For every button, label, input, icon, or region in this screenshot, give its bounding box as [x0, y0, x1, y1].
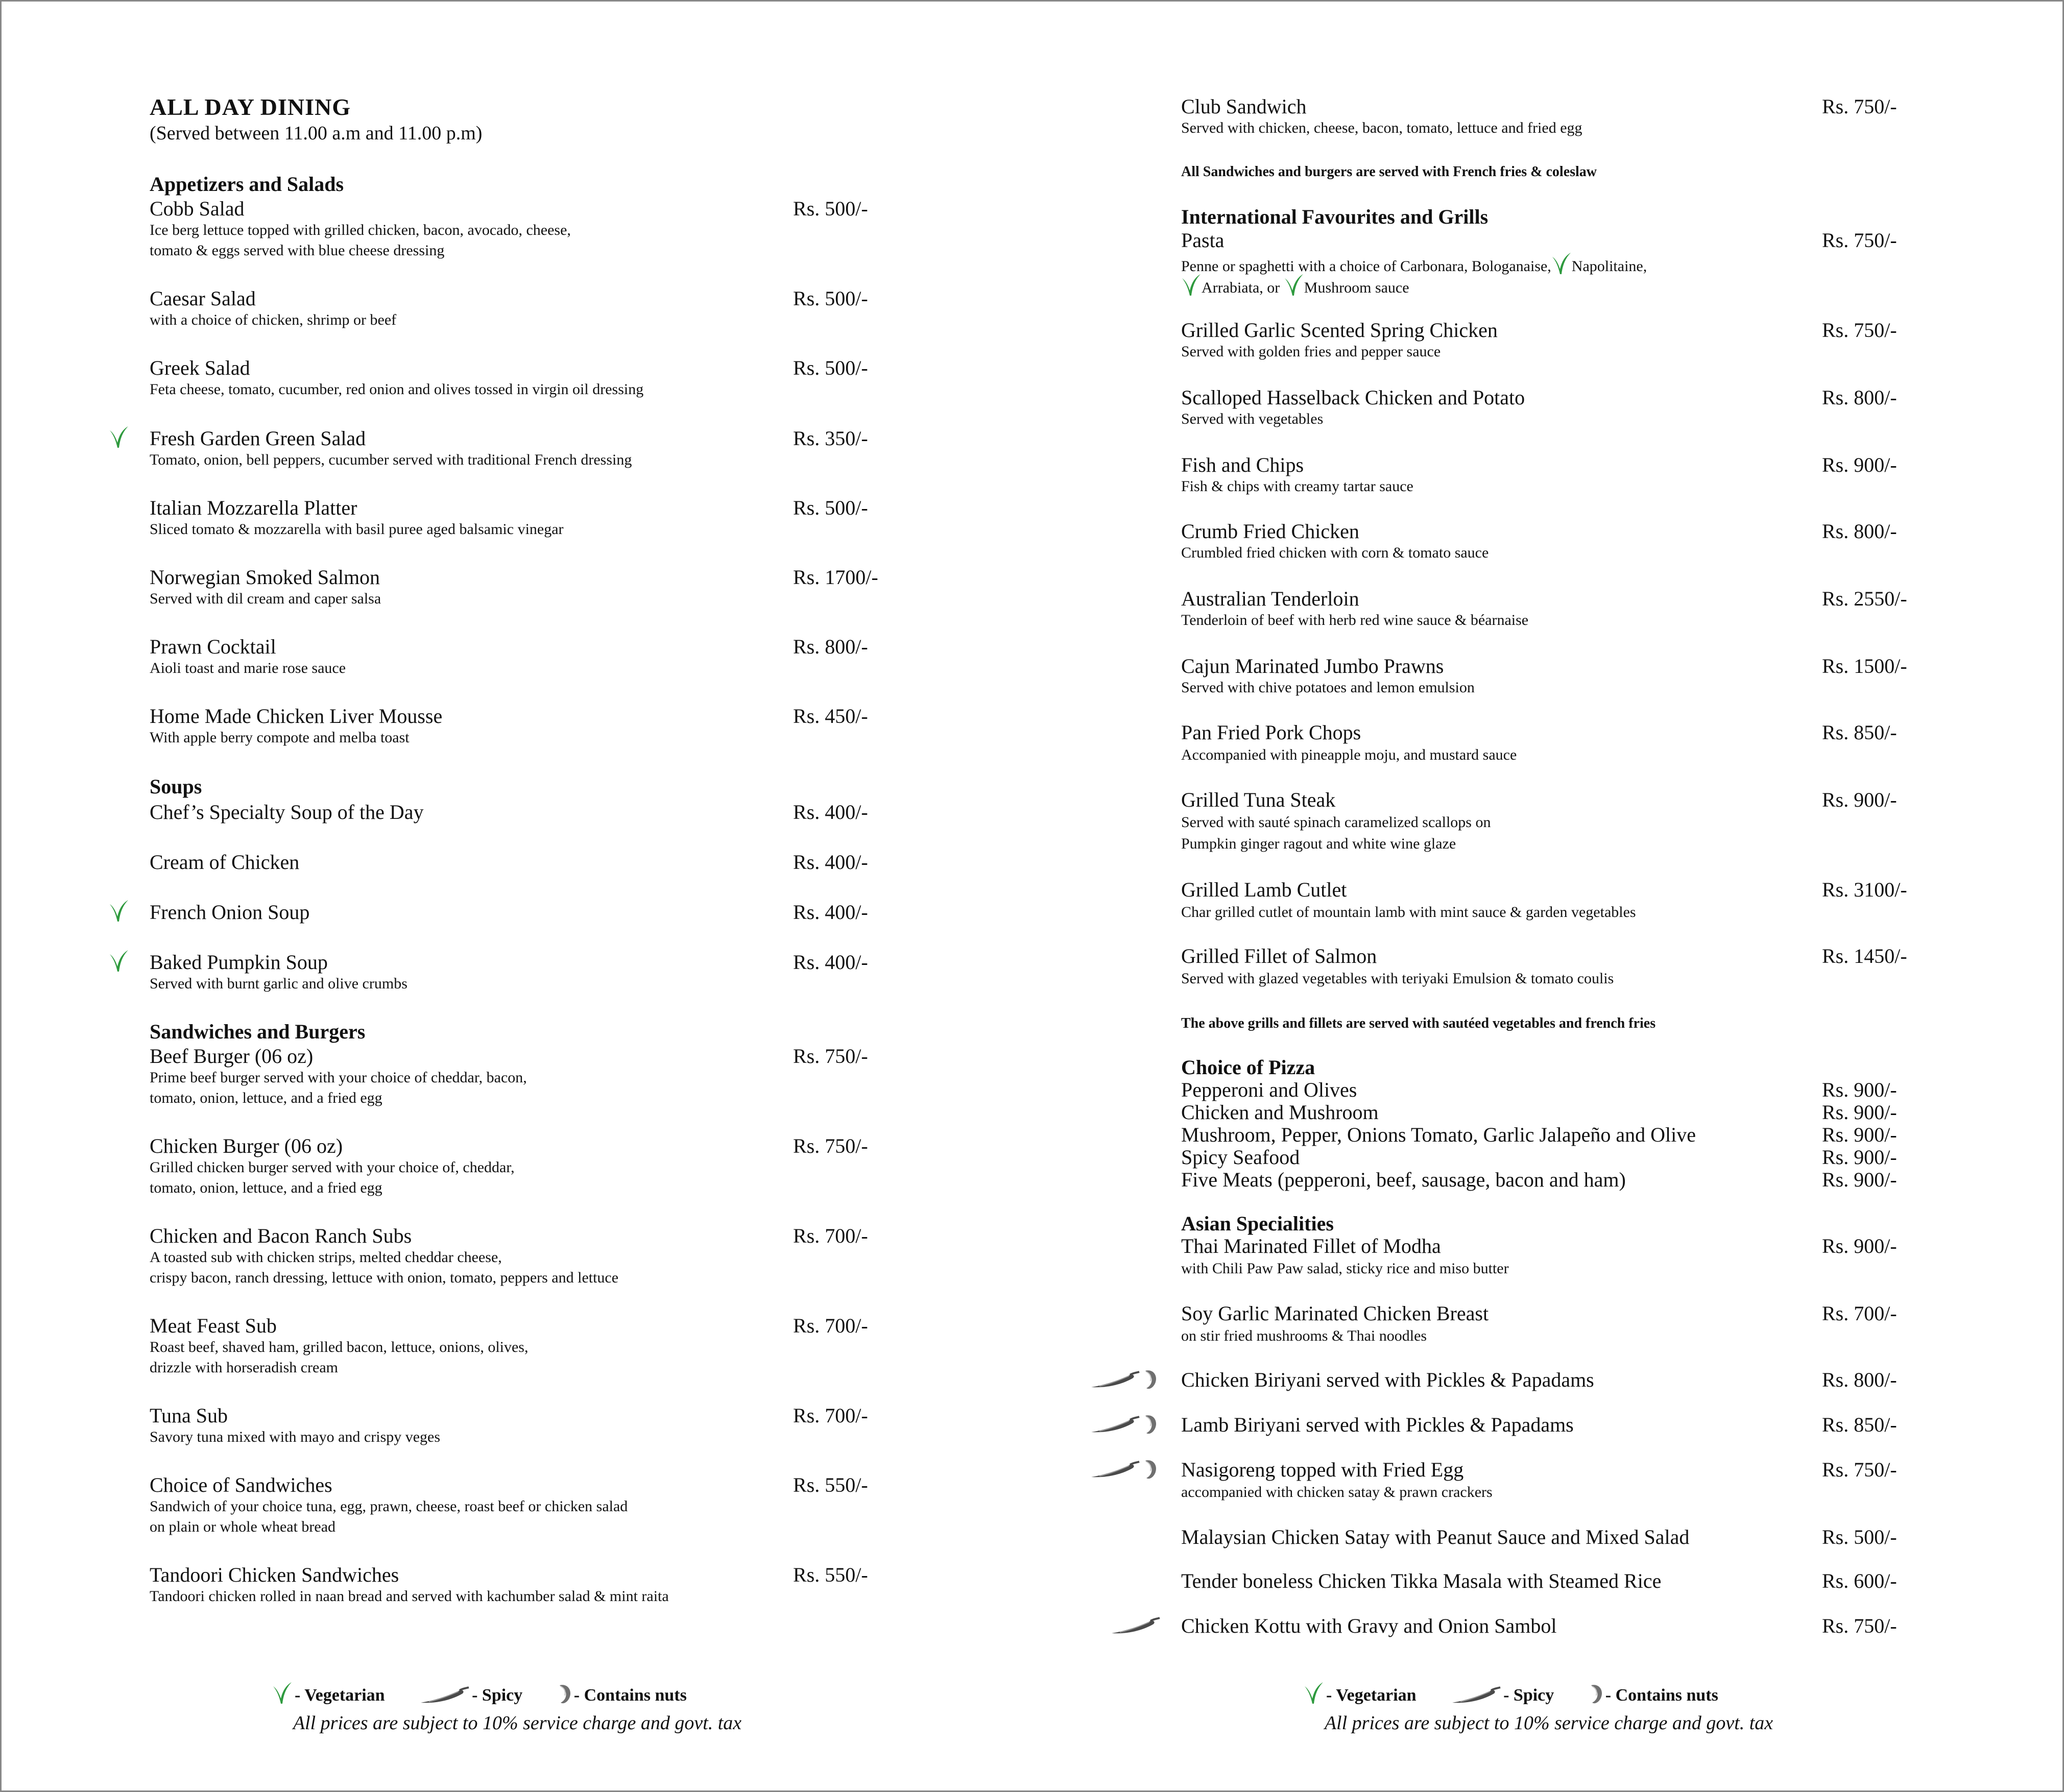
item-desc: Served with chive potatoes and lemon emulsion [1181, 679, 1475, 696]
legend-nuts-label: - Contains nuts [1605, 1686, 1718, 1705]
item-price: Rs. 400/- [793, 901, 868, 924]
item-desc: Served with burnt garlic and olive crumbs [150, 975, 407, 992]
chili-icon [1450, 1686, 1501, 1705]
nut-icon [1142, 1414, 1158, 1435]
item-price: Rs. 900/- [1822, 1123, 1897, 1146]
item-name: Scalloped Hasselback Chicken and Potato [1181, 386, 1525, 409]
item-name: Norwegian Smoked Salmon [150, 566, 380, 589]
vegetarian-leaf-icon [1181, 273, 1202, 297]
item-price: Rs. 500/- [793, 197, 868, 220]
item-price: Rs. 3100/- [1822, 878, 1907, 901]
item-price: Rs. 500/- [793, 356, 868, 379]
item-desc: Fish & chips with creamy tartar sauce [1181, 478, 1413, 495]
item-price: Rs. 750/- [1822, 95, 1897, 118]
item-name: French Onion Soup [150, 901, 310, 924]
item-price: Rs. 900/- [1822, 1101, 1897, 1124]
legend-spicy-label: - Spicy [1503, 1686, 1554, 1705]
vegetarian-leaf-icon [1551, 252, 1572, 275]
section-title-appetizers: Appetizers and Salads [150, 173, 344, 196]
item-price: Rs. 550/- [793, 1563, 868, 1586]
nut-icon [1142, 1459, 1158, 1480]
price-footnote: All prices are subject to 10% service charge and govt. tax [1324, 1712, 1773, 1734]
item-name: Chicken Biriyani served with Pickles & Papadams [1181, 1368, 1594, 1391]
item-price: Rs. 750/- [793, 1134, 868, 1157]
item-name: Fish and Chips [1181, 453, 1304, 476]
nut-icon [1588, 1683, 1603, 1705]
item-price: Rs. 700/- [1822, 1302, 1897, 1325]
item-desc: accompanied with chicken satay & prawn crackers [1181, 1484, 1493, 1500]
item-price: Rs. 750/- [1822, 319, 1897, 342]
item-desc: Grilled chicken burger served with your choice of, cheddar, [150, 1159, 515, 1176]
item-desc: Napolitaine, [1571, 258, 1647, 275]
nut-icon [557, 1683, 572, 1705]
item-name: Grilled Tuna Steak [1181, 788, 1336, 811]
item-name: Soy Garlic Marinated Chicken Breast [1181, 1302, 1489, 1325]
item-name: Thai Marinated Fillet of Modha [1181, 1234, 1441, 1257]
item-price: Rs. 850/- [1822, 1413, 1897, 1436]
item-price: Rs. 400/- [793, 851, 868, 874]
item-name: Tandoori Chicken Sandwiches [150, 1563, 399, 1586]
item-name: Caesar Salad [150, 287, 256, 310]
item-price: Rs. 2550/- [1822, 587, 1907, 610]
item-name: Pasta [1181, 229, 1225, 252]
item-name: Chicken Burger (06 oz) [150, 1134, 343, 1157]
item-name: Chicken Kottu with Gravy and Onion Sambol [1181, 1614, 1557, 1637]
item-name: Spicy Seafood [1181, 1146, 1300, 1169]
item-price: Rs. 900/- [1822, 1146, 1897, 1169]
item-price: Rs. 750/- [793, 1045, 868, 1068]
legend-nuts [557, 1683, 687, 1705]
item-name: Baked Pumpkin Soup [150, 951, 328, 974]
item-desc: Prime beef burger served with your choice of cheddar, bacon, [150, 1069, 527, 1086]
item-name: Tender boneless Chicken Tikka Masala with Steamed Rice [1181, 1569, 1662, 1592]
item-name: Meat Feast Sub [150, 1314, 277, 1337]
item-name: Home Made Chicken Liver Mousse [150, 705, 443, 728]
item-name: Chef’s Specialty Soup of the Day [150, 801, 424, 824]
legend [1304, 1681, 1814, 1705]
item-name: Crumb Fried Chicken [1181, 520, 1359, 543]
legend-vegetarian [1304, 1681, 1417, 1705]
item-name: Nasigoreng topped with Fried Egg [1181, 1458, 1464, 1481]
spicy-chili-icon [1089, 1371, 1140, 1389]
item-desc: Tenderloin of beef with herb red wine sauce & béarnaise [1181, 612, 1529, 628]
item-name: Pepperoni and Olives [1181, 1078, 1357, 1101]
item-price: Rs. 500/- [1822, 1525, 1897, 1548]
item-desc: Served with golden fries and pepper sauce [1181, 343, 1441, 360]
item-name: Prawn Cocktail [150, 635, 276, 658]
item-name: Mushroom, Pepper, Onions Tomato, Garlic Jalapeño and Olive [1181, 1123, 1696, 1146]
item-price: Rs. 900/- [1822, 1234, 1897, 1257]
item-desc: Served with chicken, cheese, bacon, tomato, lettuce and fried egg [1181, 119, 1582, 136]
item-desc: crispy bacon, ranch dressing, lettuce with onion, tomato, peppers and lettuce [150, 1269, 619, 1286]
item-name: Cajun Marinated Jumbo Prawns [1181, 655, 1444, 677]
item-price: Rs. 900/- [1822, 788, 1897, 811]
item-name: Chicken and Mushroom [1181, 1101, 1379, 1124]
item-price: Rs. 800/- [1822, 386, 1897, 409]
item-desc: Feta cheese, tomato, cucumber, red onion and olives tossed in virgin oil dressing [150, 381, 644, 398]
item-price: Rs. 900/- [1822, 1078, 1897, 1101]
section-title-sandwiches: Sandwiches and Burgers [150, 1020, 366, 1043]
item-desc: tomato & eggs served with blue cheese dressing [150, 242, 445, 259]
item-desc: Crumbled fried chicken with corn & tomato sauce [1181, 544, 1489, 561]
grills-note: The above grills and fillets are served with sautéed vegetables and french fries [1181, 1015, 1656, 1031]
item-desc: on stir fried mushrooms & Thai noodles [1181, 1327, 1427, 1344]
item-name: Grilled Fillet of Salmon [1181, 945, 1377, 967]
item-name: Lamb Biriyani served with Pickles & Papadams [1181, 1413, 1574, 1436]
item-desc: Mushroom sauce [1304, 279, 1409, 296]
item-desc: Tandoori chicken rolled in naan bread and served with kachumber salad & mint raita [150, 1588, 669, 1605]
item-price: Rs. 600/- [1822, 1569, 1897, 1592]
item-desc: tomato, onion, lettuce, and a fried egg [150, 1089, 382, 1106]
item-desc: Served with dil cream and caper salsa [150, 590, 381, 607]
leaf-icon [272, 1681, 293, 1705]
item-desc: tomato, onion, lettuce, and a fried egg [150, 1179, 382, 1196]
legend-spicy-label: - Spicy [472, 1686, 523, 1705]
legend-vegetarian-label: - Vegetarian [1326, 1686, 1417, 1705]
item-name: Italian Mozzarella Platter [150, 496, 357, 519]
page-title: ALL DAY DINING [150, 94, 351, 120]
section-title-international: International Favourites and Grills [1181, 205, 1489, 228]
section-title-soups: Soups [150, 775, 202, 798]
item-price: Rs. 400/- [793, 951, 868, 974]
legend-spicy [419, 1686, 522, 1705]
vegetarian-leaf-icon [109, 949, 129, 973]
chili-icon [419, 1686, 470, 1705]
item-name: Five Meats (pepperoni, beef, sausage, bacon and ham) [1181, 1168, 1626, 1191]
item-name: Club Sandwich [1181, 95, 1307, 118]
item-price: Rs. 900/- [1822, 1168, 1897, 1191]
item-desc: Sliced tomato & mozzarella with basil puree aged balsamic vinegar [150, 521, 564, 538]
item-name: Australian Tenderloin [1181, 587, 1359, 610]
item-name: Cobb Salad [150, 197, 245, 220]
item-price: Rs. 550/- [793, 1473, 868, 1496]
item-price: Rs. 750/- [1822, 1614, 1897, 1637]
item-price: Rs. 1700/- [793, 566, 878, 589]
item-desc: Served with vegetables [1181, 410, 1324, 427]
legend [272, 1681, 783, 1705]
item-price: Rs. 700/- [793, 1404, 868, 1427]
item-price: Rs. 750/- [1822, 1458, 1897, 1481]
spicy-chili-icon [1089, 1416, 1140, 1434]
item-price: Rs. 500/- [793, 496, 868, 519]
vegetarian-leaf-icon [1284, 273, 1304, 297]
item-desc: Penne or spaghetti with a choice of Carbonara, Bologanaise, [1181, 258, 1551, 275]
item-desc: Aioli toast and marie rose sauce [150, 660, 346, 676]
item-price: Rs. 1500/- [1822, 655, 1907, 677]
item-name: Pan Fried Pork Chops [1181, 721, 1361, 744]
item-desc: Ice berg lettuce topped with grilled chicken, bacon, avocado, cheese, [150, 222, 571, 238]
item-desc: Pumpkin ginger ragout and white wine glaze [1181, 835, 1456, 852]
item-price: Rs. 900/- [1822, 453, 1897, 476]
item-desc: with Chili Paw Paw salad, sticky rice and miso butter [1181, 1260, 1509, 1277]
item-name: Grilled Lamb Cutlet [1181, 878, 1347, 901]
item-name: Grilled Garlic Scented Spring Chicken [1181, 319, 1498, 342]
item-price: Rs. 850/- [1822, 721, 1897, 744]
legend-vegetarian-label: - Vegetarian [295, 1686, 385, 1705]
sandwich-note: All Sandwiches and burgers are served with French fries & coleslaw [1181, 164, 1597, 180]
item-price: Rs. 750/- [1822, 229, 1897, 252]
item-desc: Sandwich of your choice tuna, egg, prawn, cheese, roast beef or chicken salad [150, 1498, 628, 1515]
item-price: Rs. 800/- [1822, 1368, 1897, 1391]
item-desc: Char grilled cutlet of mountain lamb with mint sauce & garden vegetables [1181, 904, 1636, 921]
item-price: Rs. 450/- [793, 705, 868, 728]
item-price: Rs. 800/- [1822, 520, 1897, 543]
item-desc: Tomato, onion, bell peppers, cucumber served with traditional French dressing [150, 451, 632, 468]
item-desc: with a choice of chicken, shrimp or beef [150, 311, 397, 328]
item-price: Rs. 700/- [793, 1224, 868, 1247]
price-footnote: All prices are subject to 10% service charge and govt. tax [293, 1712, 742, 1734]
leaf-icon [1304, 1681, 1324, 1705]
nut-icon [1142, 1369, 1158, 1390]
section-title-asian: Asian Specialities [1181, 1212, 1334, 1235]
item-desc: drizzle with horseradish cream [150, 1359, 339, 1376]
item-name: Cream of Chicken [150, 851, 300, 874]
legend-vegetarian [272, 1681, 385, 1705]
item-price: Rs. 400/- [793, 801, 868, 824]
item-name: Beef Burger (06 oz) [150, 1045, 314, 1068]
spicy-chili-icon [1110, 1617, 1161, 1635]
item-price: Rs. 800/- [793, 635, 868, 658]
item-name: Fresh Garden Green Salad [150, 427, 366, 450]
spicy-chili-icon [1089, 1461, 1140, 1479]
section-title-pizza: Choice of Pizza [1181, 1056, 1315, 1079]
item-name: Malaysian Chicken Satay with Peanut Sauce and Mixed Salad [1181, 1525, 1690, 1548]
item-desc: A toasted sub with chicken strips, melted cheddar cheese, [150, 1249, 502, 1266]
item-desc: on plain or whole wheat bread [150, 1518, 336, 1535]
pasta-desc-line2 [1181, 273, 1409, 298]
item-name: Chicken and Bacon Ranch Subs [150, 1224, 412, 1247]
item-price: Rs. 700/- [793, 1314, 868, 1337]
item-desc: Roast beef, shaved ham, grilled bacon, lettuce, onions, olives, [150, 1339, 529, 1355]
page-subtitle: (Served between 11.00 a.m and 11.00 p.m) [150, 123, 483, 144]
legend-nuts-label: - Contains nuts [573, 1686, 687, 1705]
legend-nuts [1588, 1683, 1718, 1705]
item-name: Greek Salad [150, 356, 250, 379]
vegetarian-leaf-icon [109, 425, 129, 449]
item-desc: Served with glazed vegetables with teriyaki Emulsion & tomato coulis [1181, 970, 1614, 987]
item-name: Choice of Sandwiches [150, 1473, 332, 1496]
item-price: Rs. 350/- [793, 427, 868, 450]
item-desc: Accompanied with pineapple moju, and mustard sauce [1181, 746, 1517, 763]
legend-spicy [1450, 1686, 1554, 1705]
item-price: Rs. 1450/- [1822, 945, 1907, 967]
vegetarian-leaf-icon [109, 899, 129, 923]
item-desc: Arrabiata, or [1202, 279, 1284, 296]
item-price: Rs. 500/- [793, 287, 868, 310]
item-desc: Savory tuna mixed with mayo and crispy veges [150, 1428, 441, 1445]
item-desc: With apple berry compote and melba toast [150, 729, 410, 746]
item-desc: Served with sauté spinach caramelized scallops on [1181, 814, 1491, 831]
item-name: Tuna Sub [150, 1404, 228, 1427]
